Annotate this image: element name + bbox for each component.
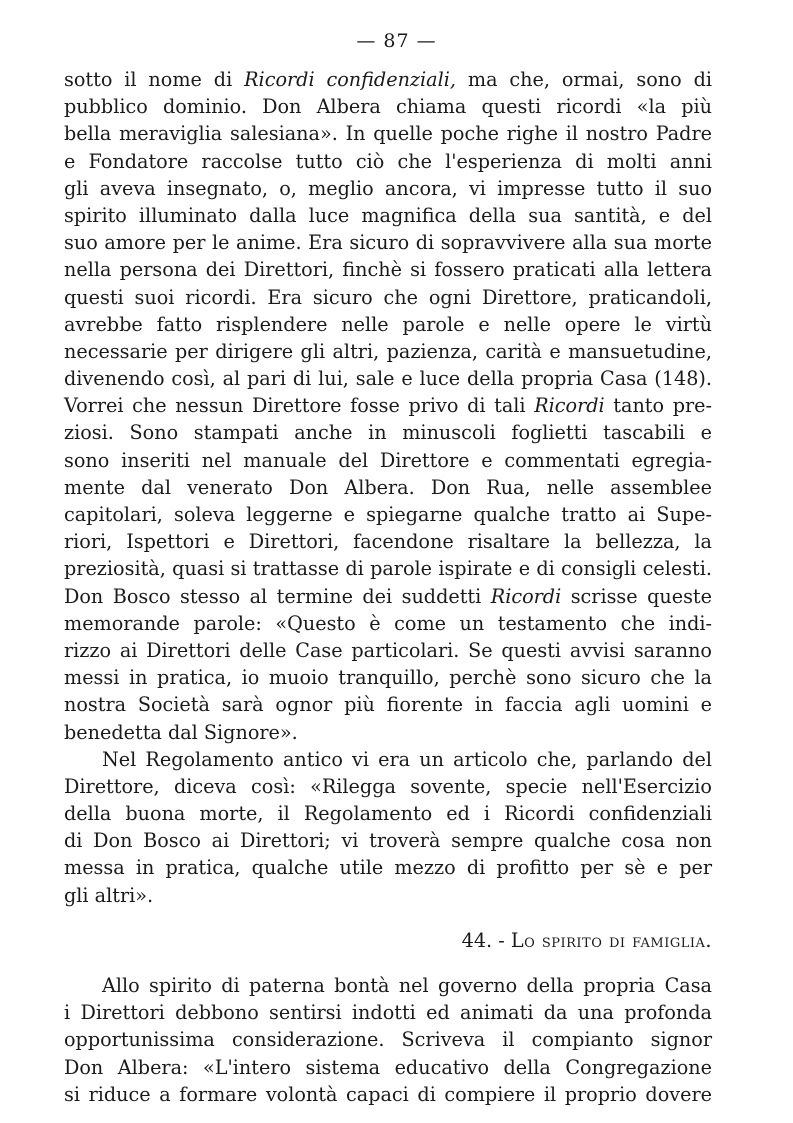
text-line: avrebbe fatto risplendere nelle parole e nelle opere le virtù bbox=[64, 312, 712, 336]
text-line: Don Bosco stesso al termine dei suddetti Ricordi scrisse queste bbox=[64, 584, 712, 608]
text-line: benedetta dal Signore». bbox=[64, 720, 298, 744]
text-line: Don Albera: «L'intero sistema educativo della Congregazione bbox=[64, 1055, 712, 1079]
page-number: — 87 — bbox=[356, 30, 437, 52]
section-title: Lo spirito di famiglia. bbox=[510, 928, 712, 952]
paragraph-regolamento bbox=[64, 746, 712, 909]
text-line: messi in pratica, io muoio tranquillo, perchè sono sicuro che la bbox=[64, 666, 712, 690]
text-line: preziosità, quasi si trattasse di parole ispirate e di consigli celesti. bbox=[64, 557, 712, 581]
text-line: si riduce a formare volontà capaci di compiere il proprio dovere bbox=[64, 1082, 712, 1106]
text-line: i Direttori debbono sentirsi indotti ed animati da una profonda bbox=[64, 1001, 712, 1025]
text-line: nostra Società sarà ognor più fiorente in faccia agli uomini e bbox=[64, 693, 712, 717]
text-line: rizzo ai Direttori delle Case particolari. Se questi avvisi saranno bbox=[64, 638, 712, 662]
text-line: suo amore per le anime. Era sicuro di sopravvivere alla sua morte bbox=[64, 231, 712, 255]
text-line: Direttore, diceva così: «Rilegga sovente, specie nell'Esercizio bbox=[64, 774, 712, 798]
section-number: 44. - bbox=[461, 928, 511, 952]
text-line: Nel Regolamento antico vi era un articolo che, parlando del bbox=[102, 747, 712, 771]
text-line: gli aveva insegnato, o, meglio ancora, vi impresse tutto il suo bbox=[64, 176, 712, 200]
italic-title: Ricordi confidenziali, bbox=[244, 68, 456, 91]
text-line: Vorrei che nessun Direttore fosse privo di tali Ricordi tanto pre- bbox=[64, 394, 712, 418]
text-line: riori, Ispettori e Direttori, facendone risaltare la bellezza, la bbox=[64, 530, 712, 554]
text-line: della buona morte, il Regolamento ed i Ricordi confidenziali bbox=[64, 802, 712, 826]
body-text bbox=[64, 66, 712, 1108]
text-line: memorande parole: «Questo è come un testamento che indi- bbox=[64, 611, 712, 635]
italic-title: Ricordi bbox=[490, 584, 562, 608]
text-line: questi suoi ricordi. Era sicuro che ogni Direttore, praticandoli, bbox=[64, 285, 712, 309]
text-line: necessarie per dirigere gli altri, pazienza, carità e mansuetudine, bbox=[64, 339, 712, 363]
text-line: Allo spirito di paterna bontà nel governo della propria Casa bbox=[102, 974, 712, 997]
text-line: nella persona dei Direttori, finchè si fossero praticati alla lettera bbox=[64, 258, 712, 282]
text-line: mente dal venerato Don Albera. Don Rua, nelle assemblee bbox=[64, 475, 712, 499]
text-line: ziosi. Sono stampati anche in minuscoli foglietti tascabili e bbox=[64, 421, 712, 445]
text-line: sotto il nome di Ricordi confidenziali, ma che, ormai, sono di bbox=[64, 68, 712, 91]
text-line: e Fondatore raccolse tutto ciò che l'esperienza di molti anni bbox=[64, 149, 712, 173]
text-line: sono inseriti nel manuale del Direttore e commentati egregia- bbox=[64, 448, 712, 472]
text-line: gli altri». bbox=[64, 883, 154, 907]
italic-title: Ricordi bbox=[534, 394, 605, 418]
text-line: messa in pratica, qualche utile mezzo di profitto per sè e per bbox=[64, 856, 712, 880]
text-line: divenendo così, al pari di lui, sale e luce della propria Casa (148). bbox=[64, 367, 712, 391]
text-line: capitolari, soleva leggerne e spiegarne qualche tratto ai Supe- bbox=[64, 503, 712, 526]
text-line: di Don Bosco ai Direttori; vi troverà sempre qualche cosa non bbox=[64, 829, 712, 853]
paragraph-spirito-famiglia bbox=[64, 972, 712, 1108]
text-line: pubblico dominio. Don Albera chiama questi ricordi «la più bbox=[64, 95, 712, 119]
text-line: spirito illuminato dalla luce magnifica della sua santità, e del bbox=[64, 203, 712, 227]
text-line: bella meraviglia salesiana». In quelle poche righe il nostro Padre bbox=[64, 122, 712, 146]
section-heading bbox=[64, 927, 712, 954]
text-line: opportunissima considerazione. Scriveva il compianto signor bbox=[64, 1028, 712, 1052]
paragraph-ricordi bbox=[64, 66, 712, 746]
